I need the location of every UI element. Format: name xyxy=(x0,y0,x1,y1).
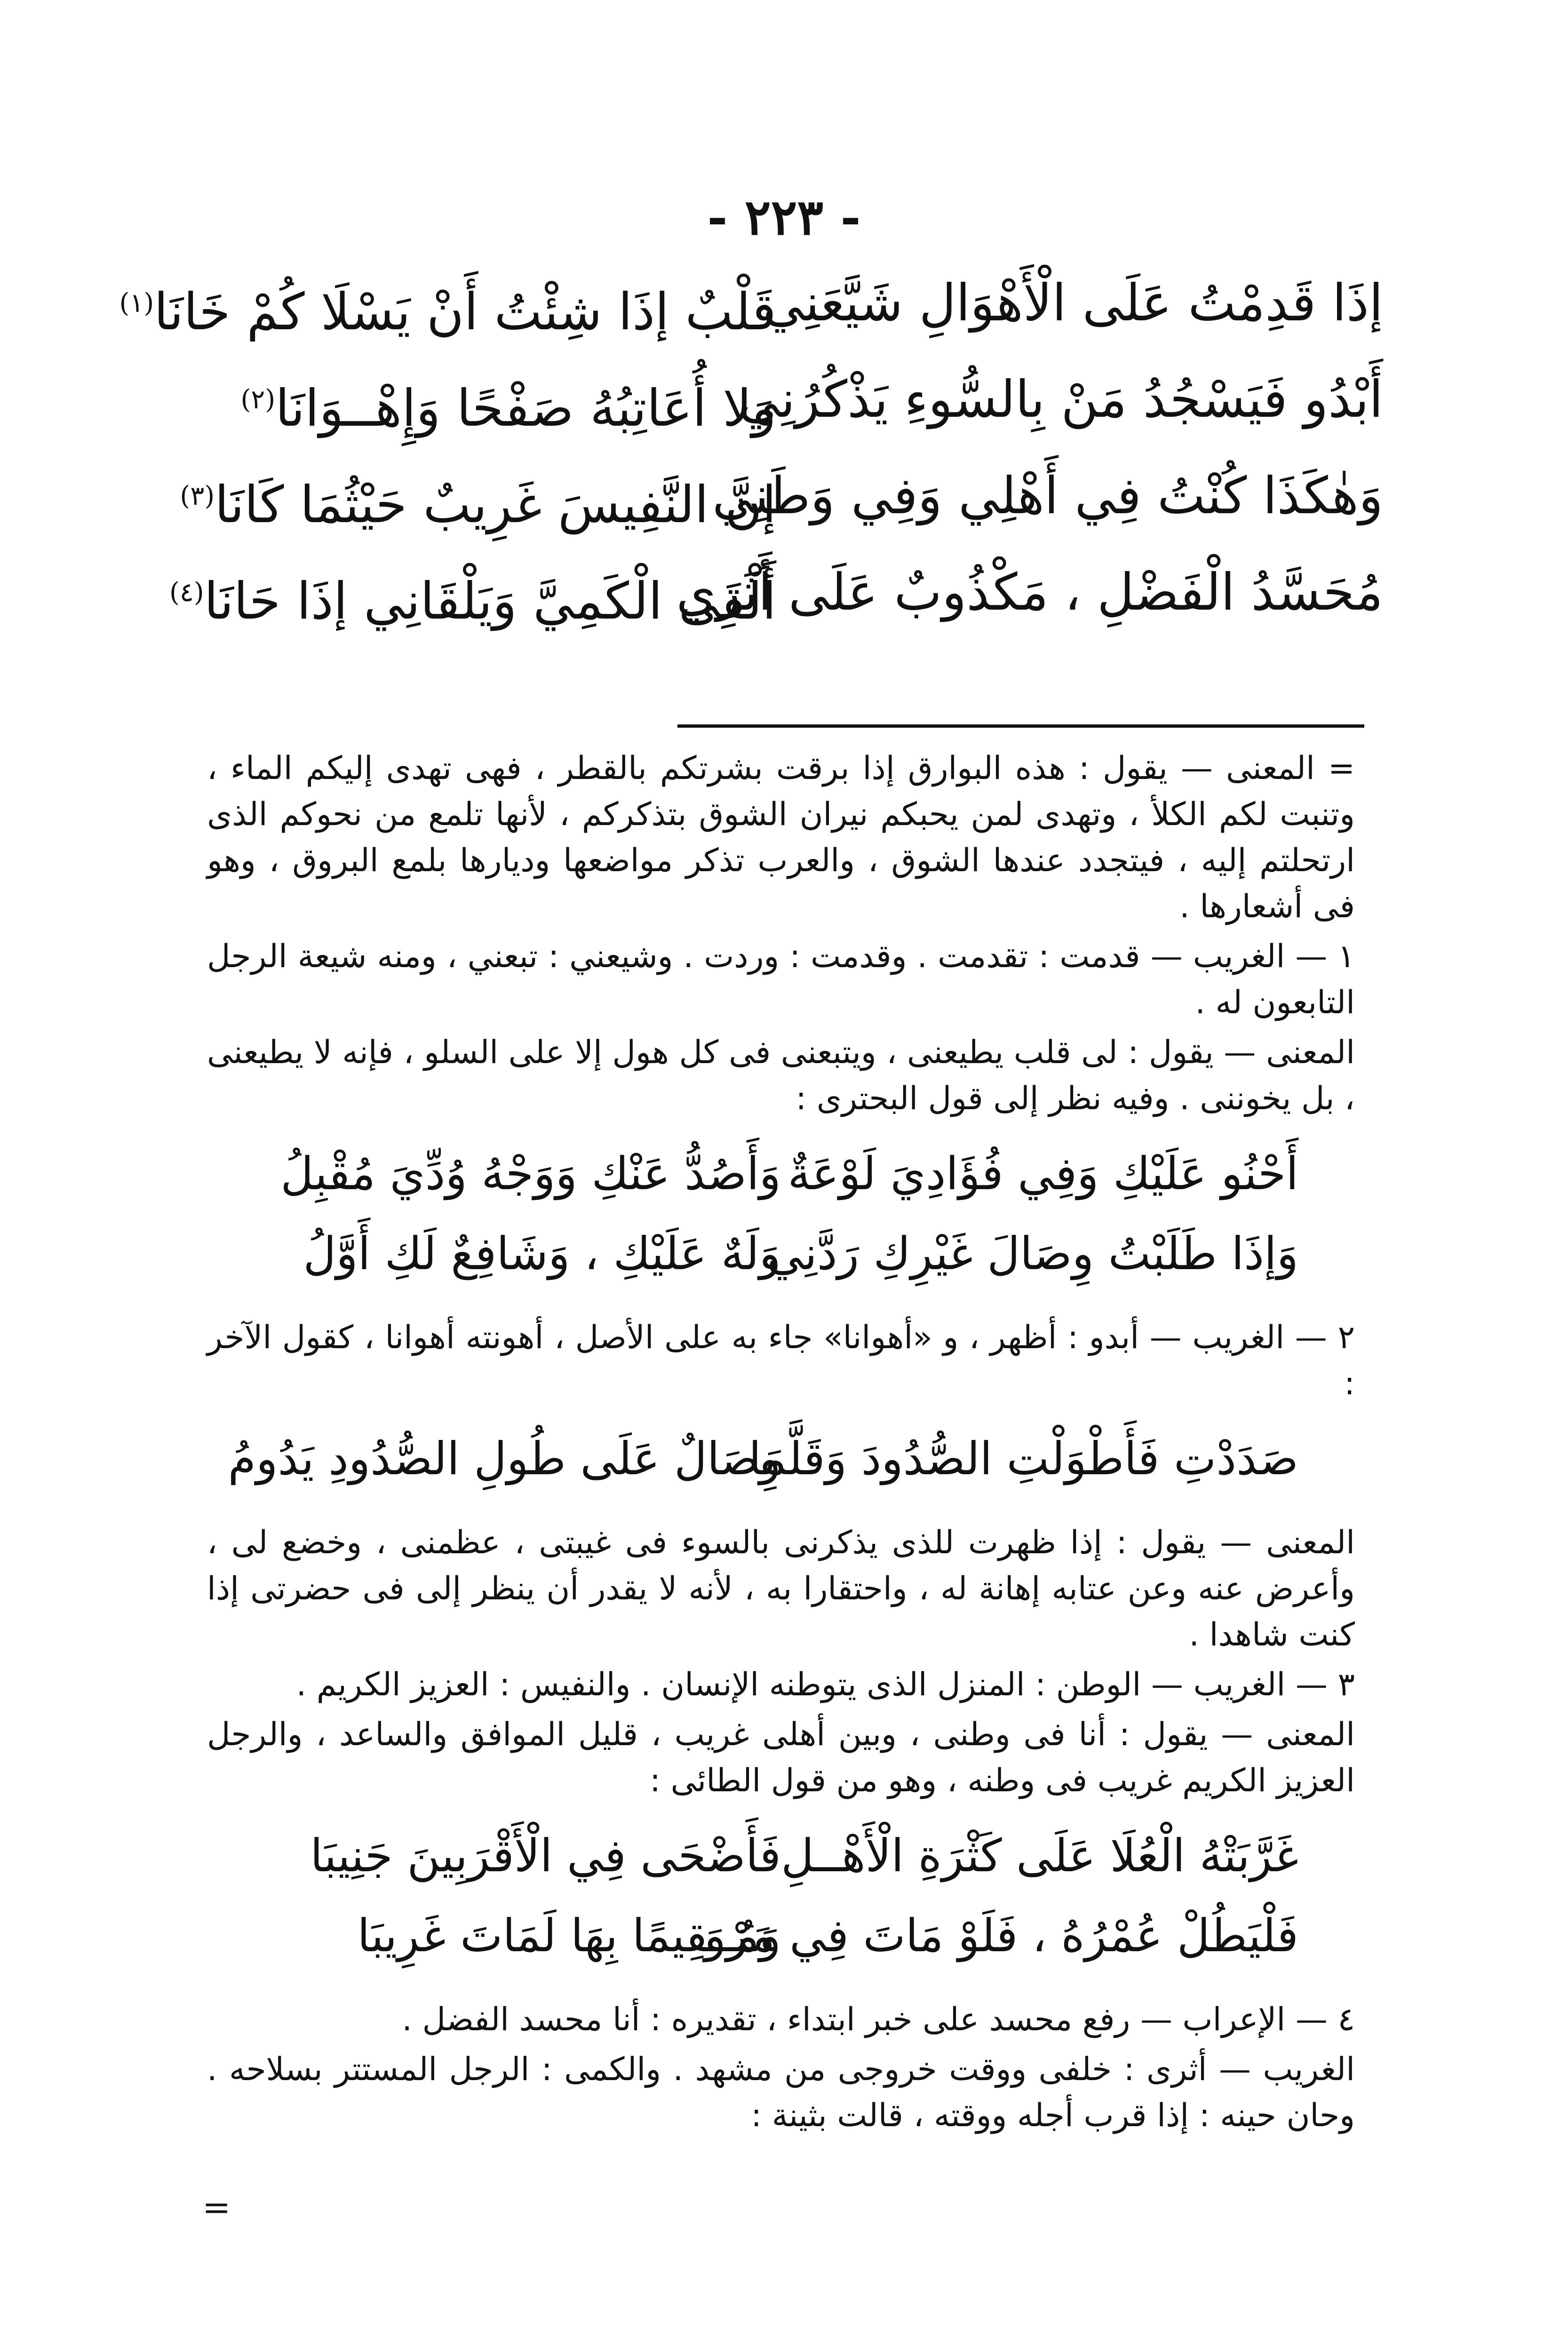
verse-first-hemistich: إذَا قَدِمْتُ عَلَى الْأَهْوَالِ شَيَّعَنِي xyxy=(763,274,1383,333)
verse-second-text: وَلا أُعَاتِبُهُ صَفْحًا وَإِهْــوَانَا xyxy=(275,379,776,438)
quoted-verse-row xyxy=(207,1823,1355,1903)
verse-row xyxy=(198,365,1383,461)
verse-row xyxy=(169,557,1383,654)
commentary-paragraph: ٤ — الإعراب — رفع محسد على خبر ابتداء ، تقديره : أنا محسد الفضل . xyxy=(402,2001,1355,2038)
quoted-second-hemistich: وِصَالٌ عَلَى طُولِ الصُّدُودِ يَدُومُ xyxy=(228,1432,781,1485)
quoted-first-hemistich: صَدَدْتِ فَأَطْوَلْتِ الصُّدُودَ وَقَلَّمَا xyxy=(748,1432,1298,1485)
footnote-marker: (٤) xyxy=(169,577,204,608)
quoted-verse-row xyxy=(207,1141,1355,1221)
commentary-paragraph: المعنى — يقول : لى قلب يطيعنى ، ويتبعنى فى كل هول إلا على السلو ، فإنه لا يطيعنى ، بل يخوننى . وفيه نظر إلى قول البحترى : xyxy=(207,1034,1355,1117)
verse-second-hemistich xyxy=(119,268,776,348)
verse-second-hemistich xyxy=(180,461,776,540)
footnote-divider xyxy=(677,724,1364,728)
verse-second-hemistich xyxy=(169,557,776,637)
quoted-verses xyxy=(207,1426,1355,1506)
verse-second-text: قَلْبٌ إذَا شِئْتُ أَنْ يَسْلَا كُمْ خَانَا xyxy=(154,283,776,342)
commentary-paragraph: ٣ — الغريب — الوطن : المنزل الذى يتوطنه الإنسان . والنفيس : العزيز الكريم . xyxy=(296,1666,1355,1703)
poem-verses xyxy=(119,268,1383,654)
quoted-first-hemistich: فَلْيَطُلْ عُمْرُهُ ، فَلَوْ مَاتَ فِي مَرْوَ xyxy=(704,1909,1298,1962)
commentary-paragraph: ١ — الغريب — قدمت : تقدمت . وقدمت : وردت . وشيعني : تبعني ، ومنه شيعة الرجل التابعون له . xyxy=(207,938,1355,1021)
verse-second-text: إنَّ النَّفِيسَ غَرِيبٌ حَيْثُمَا كَانَا xyxy=(215,476,776,534)
continuation-mark: = xyxy=(202,2187,231,2227)
quoted-verses xyxy=(207,1141,1355,1301)
commentary-paragraph: ٢ — الغريب — أبدو : أظهر ، و «أهوانا» جاء به على الأصل ، أهونته أهوانا ، كقول الآخر : xyxy=(207,1319,1355,1402)
quoted-verse-row xyxy=(207,1903,1355,1983)
commentary-paragraph: = المعنى — يقول : هذه البوارق إذا برقت بشرتكم بالقطر ، فهى تهدى إليكم الماء ، وتنبت لكم الكلأ ، وتهدى لمن يحبكم نيران الشوق بتذكركم ، لأنها تلمع من نحوكم الذى ارتحلتم إليه ، فيتجدد عندها الشوق ، والعرب تذكر مواضعها وديارها بلمع البروق ، وهو فى أشعارها . xyxy=(207,750,1355,925)
quoted-second-hemistich: وَأَصُدُّ عَنْكِ وَوَجْهُ وُدِّيَ مُقْبِلُ xyxy=(280,1147,781,1200)
quoted-first-hemistich: وَإذَا طَلَبْتُ وِصَالَ غَيْرِكِ رَدَّنِي xyxy=(767,1227,1298,1280)
footnote-marker: (٣) xyxy=(180,481,215,511)
footnote-marker: (١) xyxy=(119,288,154,318)
commentary-paragraph: المعنى — يقول : أنا فى وطنى ، وبين أهلى غريب ، قليل الموافق والساعد ، والرجل العزيز الكريم غريب فى وطنه ، وهو من قول الطائى : xyxy=(207,1716,1355,1799)
quoted-first-hemistich: غَرَّبَتْهُ الْعُلَا عَلَى كَثْرَةِ الْأَهْــلِ xyxy=(781,1829,1298,1882)
verse-row xyxy=(119,268,1383,365)
quoted-verse-row xyxy=(207,1426,1355,1506)
quoted-first-hemistich: أَحْنُو عَلَيْكِ وَفِي فُؤَادِيَ لَوْعَةٌ xyxy=(788,1147,1298,1200)
quoted-second-hemistich: فَأَضْحَى فِي الْأَقْرَبِينَ جَنِيبَا xyxy=(310,1829,781,1882)
footnote-marker: (٢) xyxy=(240,384,276,415)
verse-second-text: أَلْقَى الْكَمِيَّ وَيَلْقَانِي إذَا حَانَا xyxy=(204,572,776,631)
quoted-verse-row xyxy=(207,1221,1355,1301)
verse-first-hemistich: أَبْدُو فَيَسْجُدُ مَنْ بِالسُّوءِ يَذْكُرُنِي xyxy=(739,370,1383,429)
commentary-paragraph: المعنى — يقول : إذا ظهرت للذى يذكرنى بالسوء فى غيبتى ، عظمنى ، وخضع لى ، وأعرض عنه وعن عتابه إهانة له ، واحتقارا به ، لأنه لا يقدر أن ينظر إلى فى حضرتى إذا كنت شاهدا . xyxy=(207,1524,1355,1653)
commentary-paragraph: الغريب — أثرى : خلفى ووقت خروجى من مشهد . والكمى : الرجل المستتر بسلاحه . وحان حينه : إذا قرب أجله ووقته ، قالت بثينة : xyxy=(207,2051,1355,2134)
quoted-verses xyxy=(207,1823,1355,1983)
verse-row xyxy=(180,461,1383,557)
quoted-second-hemistich: وَمُــقِيمًا بِهَا لَمَاتَ غَرِيبَا xyxy=(357,1909,781,1962)
commentary-section xyxy=(207,746,1355,2143)
verse-second-hemistich xyxy=(198,365,776,444)
verse-first-hemistich: وَهٰكَذَا كُنْتُ فِي أَهْلِي وَفِي وَطَنِي xyxy=(712,467,1383,525)
page-number: - ٢٢٣ - xyxy=(707,188,861,246)
verse-first-hemistich: مُحَسَّدُ الْفَضْلِ ، مَكْذُوبٌ عَلَى أَثَرِي xyxy=(676,563,1383,622)
quoted-second-hemistich: وَلَهٌ عَلَيْكِ ، وَشَافِعٌ لَكِ أَوَّلُ xyxy=(303,1227,781,1280)
